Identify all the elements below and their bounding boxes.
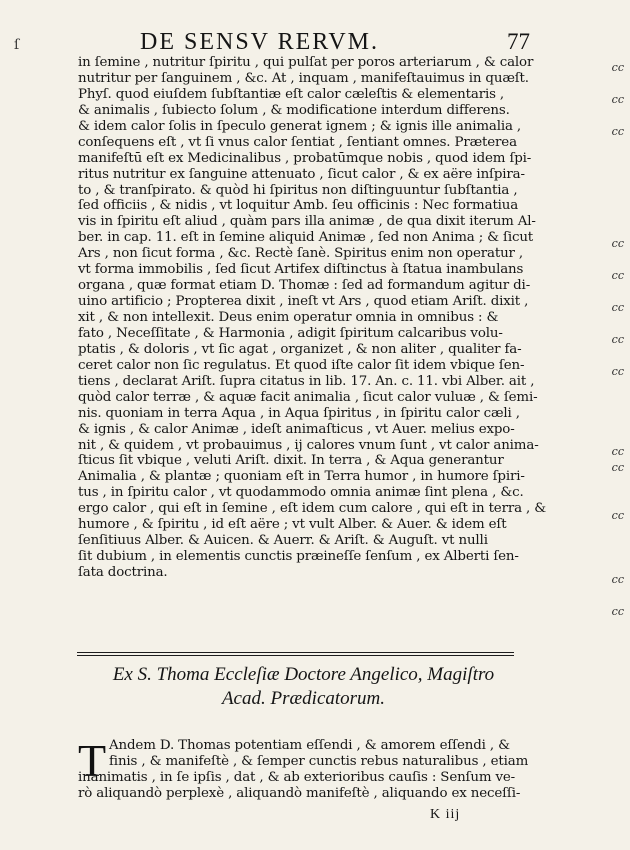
text-line: rò aliquandò perplexè , aliquandò manifeſtè , aliquando ex neceſſi- — [78, 786, 521, 801]
text-line: uino artificio ; Propterea dixit , ineſt vt Ars , quod etiam Ariſt. dixit , — [78, 294, 529, 310]
text-line: nis. quoniam in terra Aqua , in Aqua ſpiritus , in ſpiritu calor cæli , — [78, 405, 520, 421]
margin-note: cc — [611, 573, 624, 586]
text-line: nit , & quidem , vt probauimus , ij calores vnum ſunt , vt calor anima- — [78, 437, 539, 453]
margin-note: cc — [611, 237, 624, 250]
text-line: ptatis , & doloris , vt ſic agat , organizet , & non aliter , qualiter fa- — [78, 341, 522, 357]
section-divider-top — [77, 652, 514, 653]
text-line: Phyſ. quod eiuſdem ſubſtantiæ eſt calor cæleſtis & elementaris , — [78, 86, 505, 102]
text-line: ergo calor , qui eſt in ſemine , eſt idem cum calore , qui eſt in terra , & — [78, 501, 547, 517]
page-number: 77 — [507, 29, 530, 54]
text-line: to , & tranſpirato. & quòd hi ſpiritus non diſtinguuntur ſubſtantia , — [78, 182, 518, 198]
text-line: quòd calor terræ , & aquæ facit animalia , ſicut calor vuluæ , & ſemi- — [78, 389, 538, 405]
running-title: DE SENSV RERVM. — [140, 29, 380, 55]
margin-note: cc — [611, 605, 624, 618]
margin-note: cc — [611, 93, 624, 106]
text-line: ſed officiis , & nidis , vt loquitur Amb. ſeu officinis : Nec formatiua — [78, 198, 519, 214]
text-line: ber. in cap. 11. eſt in ſemine aliquid Animæ , ſed non Anima ; & ſicut — [78, 230, 534, 246]
margin-note: cc — [611, 125, 624, 138]
text-line: finis , & manifeſtè , & ſemper cunctis rebus naturalibus , etiam — [109, 754, 529, 769]
text-line: Animalia , & plantæ ; quoniam eſt in Terra humor , in humore ſpiri- — [78, 469, 525, 485]
text-line: ſit dubium , in elementis cunctis præineſſe ſenſum , ex Alberti ſen- — [78, 549, 519, 565]
margin-note: cc — [611, 445, 624, 458]
text-line: humore , & ſpiritu , id eſt aëre ; vt vult Alber. & Auer. & idem eſt — [78, 517, 507, 533]
text-line: manifeſtū eſt ex Medicinalibus , probatūmque nobis , quod idem ſpi- — [78, 150, 532, 166]
text-line: ſenſitiuus Alber. & Auicen. & Auerr. & Ariſt. & Auguſt. vt nulli — [78, 533, 488, 549]
margin-note: cc — [611, 61, 624, 74]
margin-note: cc — [611, 461, 624, 474]
section-divider-top-inner — [77, 655, 514, 656]
text-line: organa , quæ format etiam D. Thomæ : ſed ad formandum agitur di- — [78, 278, 531, 294]
text-line: nutritur per ſanguinem , &c. At , inquam , manifeſtauimus in quæſt. — [78, 70, 529, 86]
main-text-block — [78, 55, 547, 581]
text-line: tiens , declarat Ariſt. ſupra citatus in lib. 17. An. c. 11. vbi Alber. ait , — [78, 373, 535, 389]
text-line: tus , in ſpiritu calor , vt quodammodo omnia animæ ſint plena , &c. — [78, 485, 524, 501]
text-line: xit , & non intellexit. Deus enim operatur omnia in omnibus : & — [78, 310, 499, 325]
text-line: conſequens eſt , vt ſi vnus calor ſentiat , ſentiant omnes. Præterea — [78, 134, 517, 150]
margin-note: cc — [611, 365, 624, 378]
drop-cap: T — [78, 735, 107, 786]
text-line: ceret calor non ſic regulatus. Et quod iſte calor ſit idem vbique ſen- — [78, 357, 525, 373]
margin-note: cc — [611, 509, 624, 522]
text-line: inanimatis , in ſe ipſis , dat , & ab exterioribus cauſis : Senſum ve- — [78, 770, 516, 785]
text-line: vt forma immobilis , ſed ſicut Artifex diſtinctus à ſtatua inambulans — [78, 262, 524, 278]
margin-note: cc — [611, 269, 624, 282]
text-line: ritus nutritur ex ſanguine attenuato , ſicut calor , & ex aëre inſpira- — [78, 166, 525, 182]
text-line: & idem calor ſolis in ſpeculo generat ignem ; & ignis ille animalia , — [78, 118, 522, 134]
section-heading-line-1: Ex S. Thoma Eccleſiæ Doctore Angelico, Magiſtro — [112, 664, 495, 685]
margin-note: cc — [611, 333, 624, 346]
signature-mark: K iij — [430, 807, 461, 822]
text-line: Andem D. Thomas potentiam eſſendi , & amorem eſſendi , & — [109, 738, 510, 753]
text-line: fato , Neceſſitate , & Harmonia , adigit ſpiritum calcaribus volu- — [78, 325, 503, 341]
margin-mark: ſ — [14, 37, 20, 53]
text-line: Ars , non ſicut forma , &c. Rectè ſanè. Spiritus enim non operatur , — [78, 246, 524, 262]
text-line: ſata doctrina. — [78, 565, 168, 580]
text-line: vis in ſpiritu eſt aliud , quàm pars illa animæ , de qua dixit iterum Al- — [78, 214, 536, 230]
text-line: in ſemine , nutritur ſpiritu , qui pulſat per poros arteriarum , & calor — [78, 55, 534, 70]
text-line: & ignis , & calor Animæ , ideſt animaſticus , vt Auer. melius expo- — [78, 421, 515, 437]
margin-note: cc — [611, 301, 624, 314]
text-line: & animalis , ſubiecto ſolum , & modificatione interdum differens. — [78, 102, 510, 118]
text-line: ſticus ſit vbique , veluti Ariſt. dixit. In terra , & Aqua generantur — [78, 453, 504, 469]
section-heading-line-2: Acad. Prædicatorum. — [221, 688, 386, 709]
section-heading — [76, 663, 531, 711]
margin-notes — [596, 58, 624, 658]
bottom-text-block — [78, 735, 529, 802]
